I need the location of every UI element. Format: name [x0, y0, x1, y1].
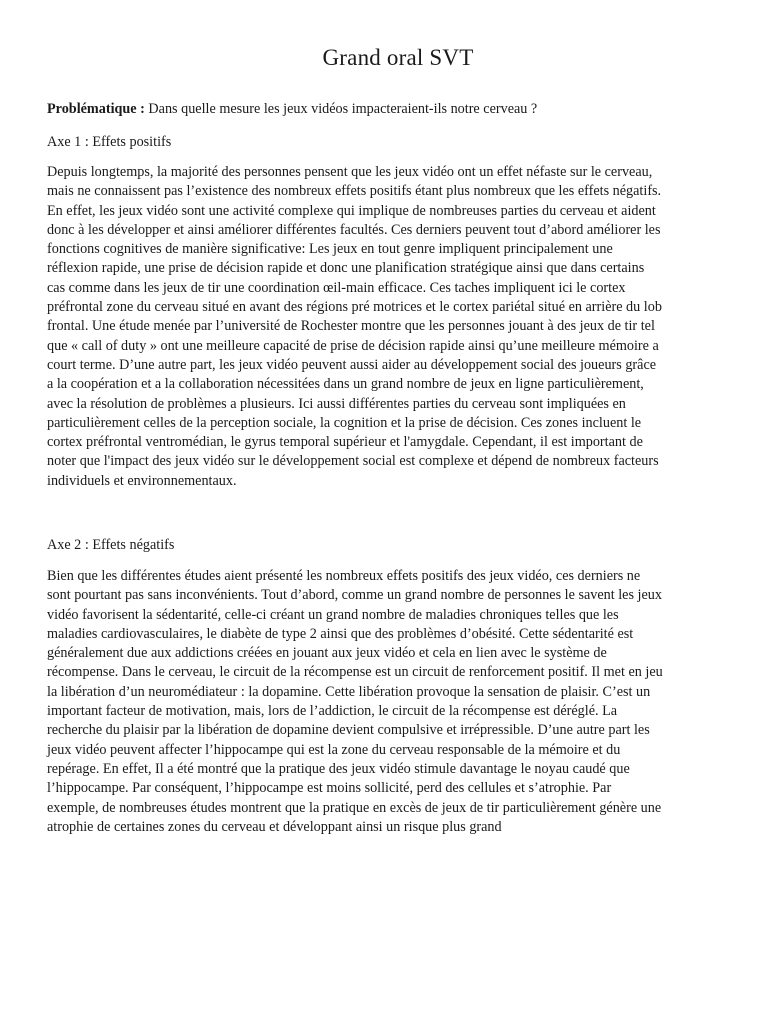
problem-statement: [47, 100, 727, 119]
paragraph-line: atrophie de certaines zones du cerveau et développant ainsi un risque plus grand: [47, 818, 502, 835]
paragraph-line: mais ne connaissent pas l’existence des nombreux effets positifs étant plus nombreux que les effets négatifs.: [47, 183, 662, 200]
paragraph-line: récompense. Dans le cerveau, le circuit de la récompense est un circuit de renforcement positif. Il met en jeu: [47, 664, 663, 681]
paragraph-line: individuels et environnementaux.: [47, 472, 237, 489]
paragraph-line: jeux vidéo peuvent affecter l’hippocampe qui est la zone du cerveau responsable de la mémoire et du: [47, 741, 621, 758]
paragraph-line: cas comme dans les jeux de tir une coordination œil-main efficace. Ces taches impliquent ici le cortex: [47, 279, 626, 296]
axis1-paragraph: [47, 163, 723, 491]
paragraph-line: que « call of duty » ont une meilleure capacité de prise de décision rapide ainsi qu’une meilleure mémoire a: [47, 337, 659, 354]
paragraph-line: vidéo favorisent la sédentarité, celle-ci créant un grand nombre de maladies chroniques telles que les: [47, 606, 619, 623]
axis1-heading: Axe 1 : Effets positifs: [47, 134, 172, 150]
paragraph-line: recherche du plaisir par la libération de dopamine devient compulsive et irrépressible. D’une autre part les: [47, 722, 650, 739]
paragraph-line: cortex préfrontal ventromédian, le gyrus temporal supérieur et l'amygdale. Cependant, il est important de: [47, 434, 643, 451]
document-title: Grand oral SVT: [322, 45, 474, 70]
paragraph-line: préfrontal zone du cerveau situé en avant des régions pré motrices et le cortex pariétal situé en arrière du lob: [47, 299, 662, 316]
paragraph-line: repérage. En effet, Il a été montré que la pratique des jeux vidéo stimule davantage le noyau caudé que: [47, 760, 630, 777]
paragraph-line: important facteur de motivation, mais, lors de l’addiction, le circuit de la récompense est déréglé. La: [47, 703, 618, 720]
paragraph-line: court terme. D’une autre part, les jeux vidéo peuvent aussi aider au développement social des joueurs grâce: [47, 356, 657, 373]
axis2-paragraph: [47, 567, 723, 837]
paragraph-line: exemple, de nombreuses études montrent que la pratique en excès de jeux de tir particulièrement génère une: [47, 799, 662, 816]
paragraph-line: la libération d’un neuromédiateur : la dopamine. Cette libération provoque la sensation de plaisir. C’est un: [47, 683, 651, 700]
problem-label: Problématique :: [47, 101, 145, 117]
paragraph-line: généralement due aux addictions créées en jouant aux jeux vidéo et cela en lien avec le système de: [47, 645, 607, 662]
paragraph-line: l’hippocampe. Par conséquent, l’hippocampe est moins sollicité, perd des cellules et s’atrophie. Par: [47, 780, 612, 797]
paragraph-line: particulièrement celles de la perception sociale, la cognition et la prise de décision. Ces zones incluent le: [47, 414, 642, 431]
paragraph-line: noter que l'impact des jeux vidéo sur le développement social est complexe et dépend de nombreux facteurs: [47, 453, 659, 470]
paragraph-line: sont pourtant pas sans inconvénients. Tout d’abord, comme un grand nombre de personnes le savent les jeux: [47, 587, 662, 604]
paragraph-line: fonctions cognitives de manière significative: Les jeux en tout genre impliquent principalement une: [47, 241, 613, 258]
paragraph-line: Bien que les différentes études aient présenté les nombreux effets positifs des jeux vidéo, ces derniers ne: [47, 568, 641, 584]
paragraph-line: a la coopération et a la collaboration nécessitées dans un grand nombre de jeux en ligne particulièrement,: [47, 376, 644, 393]
problem-text: Dans quelle mesure les jeux vidéos impacteraient-ils notre cerveau ?: [148, 101, 538, 117]
paragraph-line: donc à les développer et ainsi améliorer différentes facultés. Ces derniers peuvent tout d’abord améliorer les: [47, 221, 661, 238]
paragraph-line: réflexion rapide, une prise de décision rapide et donc une planification stratégique ainsi que dans certains: [47, 260, 645, 277]
paragraph-line: frontal. Une étude menée par l’université de Rochester montre que les personnes jouant à des jeux de tir tel: [47, 318, 655, 335]
paragraph-line: avec la résolution de problèmes a plusieurs. Ici aussi différentes parties du cerveau sont impliquées en: [47, 395, 626, 412]
paragraph-line: Depuis longtemps, la majorité des personnes pensent que les jeux vidéo ont un effet néfaste sur le cerveau,: [47, 164, 653, 180]
paragraph-line: En effet, les jeux vidéo sont une activité complexe qui implique de nombreuses parties du cerveau et aident: [47, 202, 656, 219]
axis2-heading: Axe 2 : Effets négatifs: [47, 537, 175, 553]
paragraph-line: maladies cardiovasculaires, le diabète de type 2 ainsi que des problèmes d’obésité. Cette sédentarité est: [47, 625, 634, 642]
